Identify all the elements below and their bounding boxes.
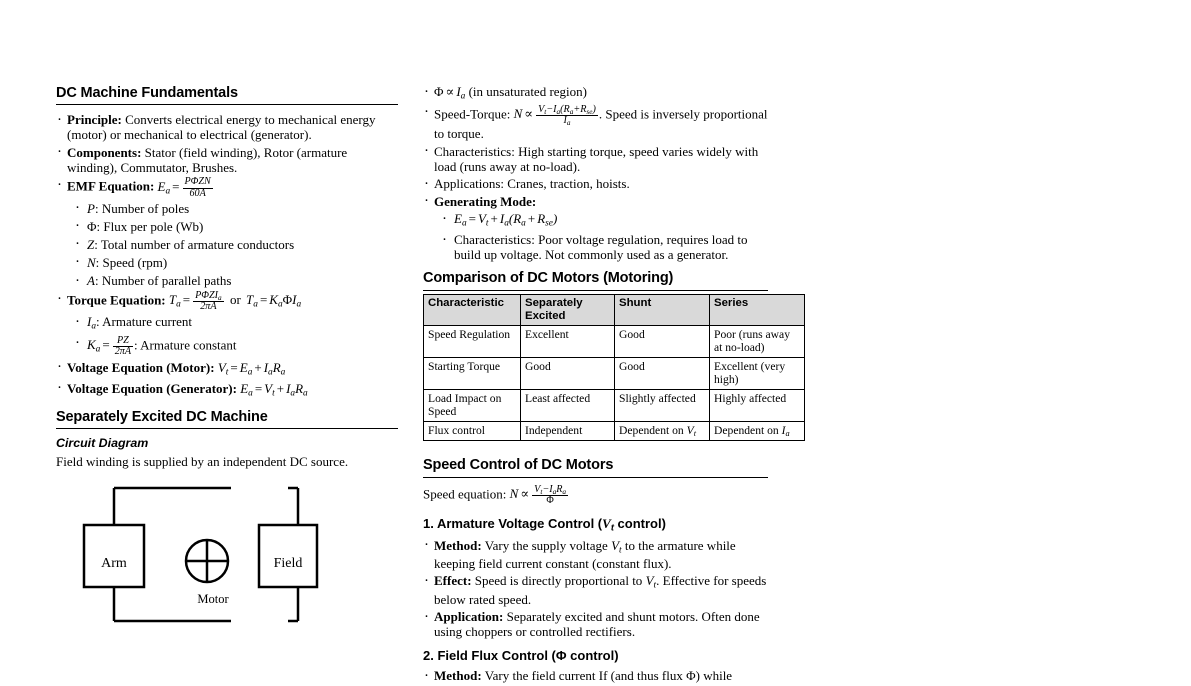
section-1-heading-pre: 1. Armature Voltage Control ( [423, 515, 603, 531]
method-2-text: Vary the field current If (and thus flux Φ) while [484, 668, 733, 684]
method-label: Method: [434, 537, 482, 553]
principle-label: Principle: [67, 112, 122, 128]
column-header-characteristic: Characteristic [424, 294, 521, 325]
section-1-heading: 1. Armature Voltage Control ($V_t$ control) [423, 515, 666, 533]
effect-text-pre: Speed is directly proportional to [474, 573, 646, 589]
application-label: Application: [434, 609, 504, 625]
cell-shunt: Good [615, 357, 710, 389]
speed-torque-tail: . Speed is inversely proportional to torque. [434, 106, 768, 142]
table-header-row [424, 294, 805, 325]
term-description: : Armature current [96, 314, 193, 330]
cell-shunt: Slightly affected [615, 389, 710, 421]
generating-mode-label: Generating Mode: [434, 193, 537, 209]
list-item-term [74, 237, 398, 252]
heading-rule [56, 104, 398, 105]
circuit-diagram-description: Field winding is supplied by an independent DC source. [56, 454, 349, 470]
list-item-term [74, 201, 398, 216]
voltage-generator-equation: $E_a = V_t + I_aR_a$ [240, 380, 308, 399]
term-symbol: N [87, 254, 96, 270]
emf-label: EMF Equation: [67, 178, 155, 194]
term-description: : Number of poles [94, 200, 190, 216]
emf-equation: $E_a$ = $\frac{\text{PΦZN}}{60A}$ [157, 176, 211, 199]
table-row [424, 389, 805, 421]
series-motor-list [423, 84, 768, 262]
term-symbol: I [87, 314, 92, 330]
motor-label: Motor [197, 592, 229, 607]
list-item-principle [56, 112, 398, 142]
list-item-application [423, 609, 768, 639]
term-symbol: A [87, 273, 95, 289]
list-item-method [423, 538, 768, 571]
cell-symbol: V [686, 423, 694, 437]
term-description: : Number of parallel paths [94, 273, 232, 289]
separately-excited-heading: Separately Excited DC Machine [56, 409, 268, 426]
term-symbol: Z [87, 236, 95, 252]
list-item-voltage-motor [56, 360, 398, 378]
emf-numerator: PΦZN [184, 176, 211, 188]
table-row [424, 326, 805, 358]
cell-shunt: Dependent on $V_t$ [615, 421, 710, 441]
section-2-heading: 2. Field Flux Control (Φ control) [423, 648, 619, 664]
list-item-flux-proportional [423, 84, 768, 102]
generating-equation: $E_a = V_t + I_a(R_a + R_{se})$ [454, 211, 558, 229]
list-item-term: · $I_a$: Armature current [74, 314, 398, 332]
list-item-term [74, 273, 398, 288]
list-item-applications-series: · Applications: Cranes, traction, hoists. [423, 176, 768, 191]
field-label: Field [273, 556, 303, 572]
ka-denominator: 2πA [114, 345, 132, 357]
circuit-svg [56, 481, 356, 631]
cell-symbol: I [781, 423, 786, 437]
cell-series: Poor (runs away at no-load) [710, 326, 805, 358]
list-item-term [74, 255, 398, 270]
method-symbol: $V_t$ [611, 537, 622, 555]
comparison-heading: Comparison of DC Motors (Motoring) [423, 270, 674, 287]
list-item-voltage-generator [56, 381, 398, 399]
field-flux-control-list [423, 668, 768, 683]
list-item-armature-constant: · $K_a$ = $\frac{PZ}{2\pi A}$ : Armature constant [74, 336, 398, 357]
emf-denominator: 60A [183, 188, 213, 199]
voltage-motor-label: Voltage Equation (Motor): [67, 359, 215, 375]
list-item-emf-equation [56, 177, 398, 288]
list-item-generating-equation [441, 211, 768, 229]
generating-mode-list [434, 211, 768, 262]
list-item-components [56, 145, 398, 175]
speed-control-heading: Speed Control of DC Motors [423, 457, 614, 474]
voltage-generator-label: Voltage Equation (Generator): [67, 380, 237, 396]
section-1-heading-post: control) [613, 515, 666, 531]
fundamentals-list [56, 112, 398, 399]
effect-text-post: . Effective for speeds below rated speed. [434, 573, 767, 607]
cell-characteristic: Flux control [424, 421, 521, 441]
comparison-table [423, 294, 805, 442]
cell-separately-excited: Least affected [521, 389, 615, 421]
term-symbol: Φ [87, 218, 97, 234]
torque-label: Torque Equation: [67, 292, 166, 308]
term-description: : Flux per pole (Wb) [96, 218, 204, 234]
circuit-diagram-subheading: Circuit Diagram [56, 436, 149, 451]
column-header-separately-excited: Separately Excited [521, 294, 615, 325]
cell-separately-excited: Excellent [521, 326, 615, 358]
comparison-rule [423, 290, 768, 291]
torque-conjunction: or [229, 292, 241, 308]
cell-series: Dependent on $I_a$ [710, 421, 805, 441]
table-row [424, 421, 805, 441]
flux-note: (in unsaturated region) [468, 84, 587, 99]
list-item-method-2 [423, 668, 768, 683]
speed-control-rule [423, 477, 768, 478]
list-item-speed-torque [423, 105, 768, 141]
circuit-diagram [56, 481, 398, 631]
cell-shunt: Good [615, 326, 710, 358]
cell-characteristic: Starting Torque [424, 357, 521, 389]
components-text: Stator (field winding), Rotor (armature winding), Commutator, Brushes. [67, 144, 348, 175]
cell-characteristic: Load Impact on Speed [424, 389, 521, 421]
speed-torque-equation: N ∝ $\frac{V_t-I_a(R_a+R_{se})}{I_a}$ [513, 103, 596, 127]
cell-separately-excited: Independent [521, 421, 615, 441]
torque-terms-list [67, 314, 398, 357]
list-item-generating-mode [423, 194, 768, 263]
column-header-shunt: Shunt [615, 294, 710, 325]
application-text: Separately excited and shunt motors. Often done using choppers or controlled rectifiers. [434, 609, 760, 640]
cell-text: Dependent on [714, 423, 782, 437]
cell-characteristic: Speed Regulation [424, 326, 521, 358]
speed-equation: N ∝ $\frac{V_t-I_aR_a}{\Phi}$ [509, 483, 567, 506]
principle-text: Converts electrical energy to mechanical energy (motor) or mechanical to electrical (generator). [67, 112, 376, 143]
left-column [56, 84, 398, 631]
list-item-term [74, 219, 398, 234]
effect-symbol: $V_t$ [645, 573, 657, 591]
method-text-post: to the armature while keeping field current constant (constant flux). [434, 537, 736, 571]
cell-text: Dependent on [619, 423, 687, 437]
section-1-symbol: V [602, 515, 611, 531]
armature-label: Arm [101, 556, 127, 572]
list-item-torque-equation [56, 291, 398, 357]
speed-torque-label: Speed-Torque: [434, 106, 511, 122]
cell-separately-excited: Good [521, 357, 615, 389]
list-item-generating-characteristics: · Characteristics: Poor voltage regulation, requires load to build up voltage. Not commonly used as a generator. [441, 232, 768, 262]
components-label: Components: [67, 144, 142, 160]
method-text-pre: Vary the supply voltage [484, 537, 612, 553]
speed-equation-line [423, 485, 768, 506]
list-item-effect [423, 573, 768, 606]
method-2-label: Method: [434, 668, 482, 684]
cell-series: Excellent (very high) [710, 357, 805, 389]
ka-numerator: PZ [116, 334, 129, 346]
voltage-motor-equation: $V_t = E_a + I_aR_a$ [217, 359, 286, 378]
page-title: DC Machine Fundamentals [56, 85, 238, 101]
torque-equation: $T_a$ = $\frac{P\Phi ZI_a}{2\pi A}$ or $T_a = K_a\Phi I_a$ [168, 290, 302, 313]
term-description: : Total number of armature conductors [94, 236, 295, 252]
cell-series: Highly affected [710, 389, 805, 421]
term-description: : Armature constant [134, 336, 237, 352]
column-header-series: Series [710, 294, 805, 325]
flux-relation: $\Phi \propto I_a$ [434, 84, 466, 102]
armature-voltage-control-list [423, 538, 768, 640]
emf-terms-list [67, 201, 398, 288]
table-row [424, 357, 805, 389]
speed-equation-label: Speed equation: [423, 485, 507, 501]
right-column [423, 84, 790, 686]
term-description: : Speed (rpm) [95, 254, 168, 270]
effect-label: Effect: [434, 573, 472, 589]
separately-excited-rule [56, 428, 398, 429]
term-symbol: P [87, 200, 95, 216]
list-item-characteristics-series: · Characteristics: High starting torque, speed varies widely with load (runs away at no-load). [423, 144, 768, 174]
